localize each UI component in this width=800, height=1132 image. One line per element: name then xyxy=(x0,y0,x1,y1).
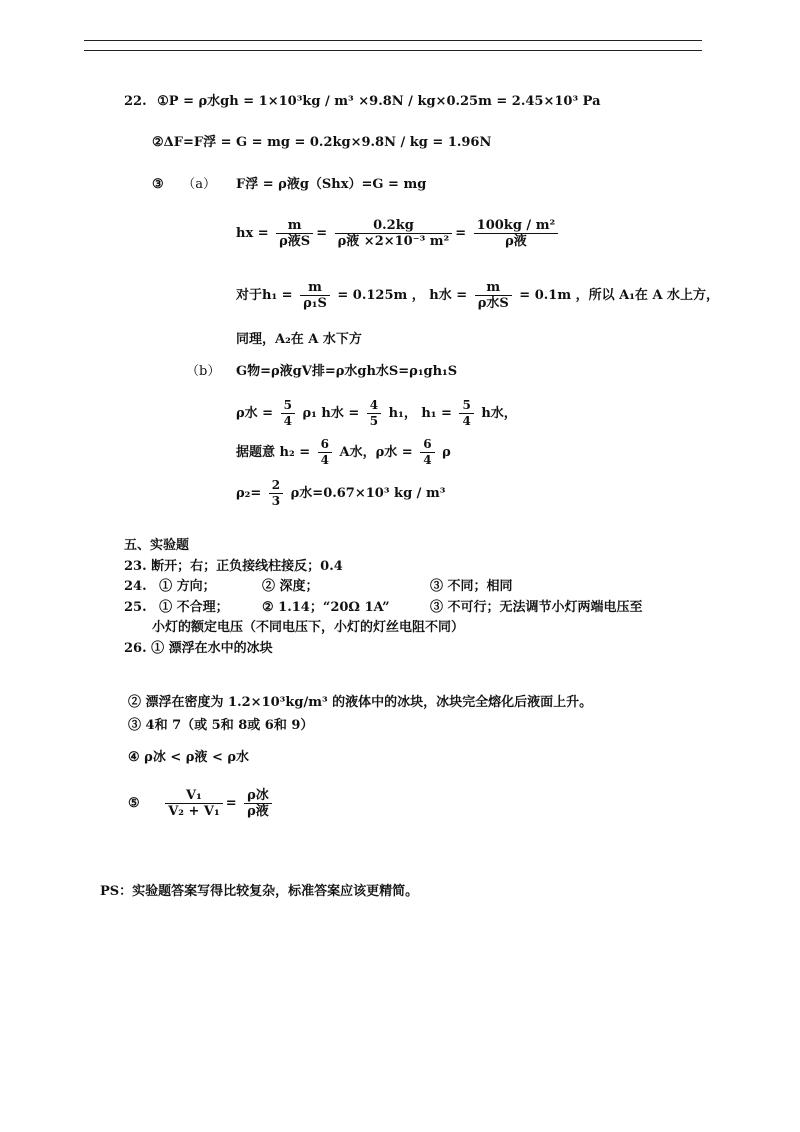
b-eq2-frac-3: $\frac{5}{4}$ xyxy=(459,398,473,429)
q22-p3-a-equation: F浮 = ρ液g（Shx）=G = mg xyxy=(236,177,427,192)
q26-answer-1: 26. ① 漂浮在水中的冰块 xyxy=(124,641,273,656)
hw-frac: $\frac{m}{\text{ρ水S}}$ xyxy=(475,280,512,311)
hx-frac-3: $\frac{\text{100kg / m²}}{\text{ρ液}}$ xyxy=(474,218,558,249)
b-eq3-frac-2: $\frac{6}{4}$ xyxy=(420,437,434,468)
same-reasoning: 同理，A₂在 A 水下方 xyxy=(236,332,362,347)
q22-part3-a xyxy=(152,177,216,193)
q22-p3-label: ③ xyxy=(152,177,164,192)
q26-answer-2: ② 漂浮在密度为 1.2×10³kg/m³ 的液体中的冰块，冰块完全熔化后液面上升。 xyxy=(128,695,593,710)
q25-c: ③ 不可行；无法调节小灯两端电压至 xyxy=(430,600,643,615)
hx-frac-1: $\frac{m}{\text{ρ液S}}$ xyxy=(276,218,313,249)
q26-answer-5: ⑤ $\frac{\text{V₁}}{\text{V₂ + V₁}}$ = $\frac{\text{ρ冰}}{\text{ρ液}}$ xyxy=(128,788,275,819)
q25-continuation: 小灯的额定电压（不同电压下，小灯的灯丝电阻不同） xyxy=(152,620,465,635)
q26-answer-3: ③ 4和 7（或 5和 8或 6和 9） xyxy=(128,718,314,733)
b-eq2-frac-2: $\frac{4}{5}$ xyxy=(367,398,381,429)
q24-c: ③ 不同；相同 xyxy=(430,579,513,594)
q22-p1: ①P = ρ水gh = 1×10³kg / m³ ×9.8N / kg×0.25m = 2.45×10³ Pa xyxy=(157,94,601,109)
q25-answer: 25. ① 不合理； xyxy=(124,600,229,615)
h1-equation: 对于h₁ = $\frac{m}{\text{ρ₁S}}$ = 0.125m ， h水 = $\frac{m}{\text{ρ水S}}$ = 0.1m ，所以 A₁在 A 水上方， xyxy=(236,280,720,311)
q22-b-eq2: ρ水 = $\frac{5}{4}$ ρ₁ h水 = $\frac{4}{5}$ h₁， h₁ = $\frac{5}{4}$ h水， xyxy=(236,398,517,428)
q22-p3-b-label: （b） xyxy=(186,364,221,379)
q26-answer-4: ④ ρ冰 < ρ液 < ρ水 xyxy=(128,750,250,765)
header-rule-bottom xyxy=(84,50,702,51)
h1-frac: $\frac{m}{\text{ρ₁S}}$ xyxy=(300,280,330,311)
q22-b-eq4: ρ₂= $\frac{2}{3}$ ρ水=0.67×10³ kg / m³ xyxy=(236,478,446,508)
q24-answer: 24. ① 方向； xyxy=(124,579,216,594)
b-eq2-frac-1: $\frac{5}{4}$ xyxy=(281,398,295,429)
hx-equation: hx = $\frac{m}{\text{ρ液S}}$ = $\frac{0.2kg}{\text{ρ液 ×2×10⁻³ m²}}$ = $\frac{\text{100kg / m²}}{\text{ρ液}}$ xyxy=(236,218,561,249)
q23-answer: 23. 断开；右；正负接线柱接反；0.4 xyxy=(124,559,343,574)
header-rule-top xyxy=(84,40,702,41)
hx-lhs: hx = xyxy=(236,226,269,241)
q22-part1 xyxy=(124,94,601,110)
q25-b: ② 1.14；“20Ω 1A” xyxy=(262,600,390,615)
ps-note: PS：实验题答案写得比较复杂，标准答案应该更精简。 xyxy=(100,884,419,899)
b-eq4-frac: $\frac{2}{3}$ xyxy=(269,478,283,509)
q22-part2: ②ΔF=F浮 = G = mg = 0.2kg×9.8N / kg = 1.96N xyxy=(152,135,492,150)
q22-b-eq1: G物=ρ液gV排=ρ水gh水S=ρ₁gh₁S xyxy=(236,364,458,379)
b-eq3-frac-1: $\frac{6}{4}$ xyxy=(318,437,332,468)
q22-p3-a-label: （a） xyxy=(182,177,216,192)
q26-5-frac-density: $\frac{\text{ρ冰}}{\text{ρ液}}$ xyxy=(244,788,272,819)
hx-frac-2: $\frac{0.2kg}{\text{ρ液 ×2×10⁻³ m²}}$ xyxy=(335,218,453,249)
q24-b: ② 深度； xyxy=(262,579,319,594)
section-title: 五、实验题 xyxy=(124,538,190,553)
q26-5-frac-volume: $\frac{\text{V₁}}{\text{V₂ + V₁}}$ xyxy=(165,788,223,819)
q22-number: 22. xyxy=(124,94,147,109)
q22-b-eq3: 据题意 h₂ = $\frac{6}{4}$ A水，ρ水 = $\frac{6}{4}$ ρ xyxy=(236,437,451,467)
